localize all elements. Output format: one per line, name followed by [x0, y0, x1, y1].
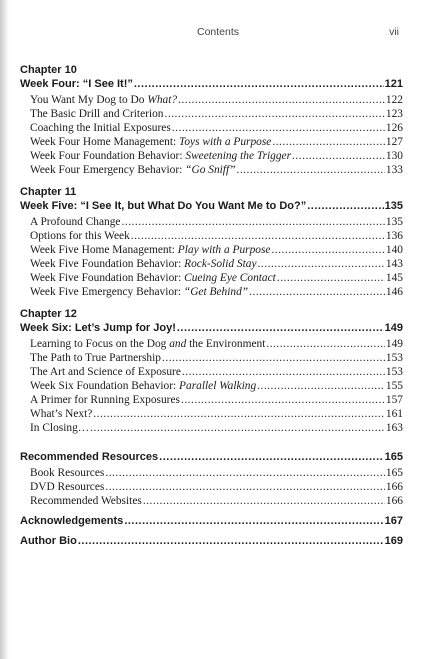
toc-entry-page: 153 [385, 366, 403, 378]
toc-entry-page: 127 [385, 136, 403, 148]
toc-entry-title: Learning to Focus on the Dog and the Environment [30, 338, 266, 350]
toc-entry-page: 153 [385, 352, 403, 364]
dot-leader [272, 135, 385, 149]
dot-leader [249, 285, 385, 299]
chapter-title-entry-page: 121 [384, 78, 403, 90]
dot-leader [93, 407, 385, 421]
toc-entry-page: 163 [385, 422, 403, 434]
toc-entry-page: 135 [385, 216, 403, 228]
toc-entry[interactable] [20, 121, 403, 135]
toc-entry-page: 161 [385, 408, 403, 420]
dot-leader [181, 393, 385, 407]
toc-entry-title: Options for this Week [30, 230, 130, 242]
dot-leader [257, 379, 385, 393]
toc-entry-page: 155 [385, 380, 403, 392]
toc-entry-title: What’s Next? [30, 408, 93, 420]
chapter-label: Chapter 10 [20, 64, 77, 76]
toc-entry-title: Recommended Websites [30, 495, 142, 507]
resources-entry-page: 165 [384, 451, 403, 463]
acknowledgements-entry[interactable] [20, 514, 403, 528]
toc-entry[interactable] [20, 163, 403, 177]
dot-leader [90, 421, 385, 435]
toc-entry-page: 136 [385, 230, 403, 242]
resources-entry[interactable] [20, 450, 403, 464]
toc-entry[interactable] [20, 229, 403, 243]
chapter-title-entry-page: 149 [384, 322, 403, 334]
toc-entry-title: Week Five Home Management: Play with a Purpose [30, 244, 271, 256]
dot-leader [271, 243, 384, 257]
toc-entry-title: Coaching the Initial Exposures [30, 122, 171, 134]
toc-entry-page: 133 [385, 164, 403, 176]
toc-entry-page: 149 [385, 338, 403, 350]
toc-entry-title: Week Four Foundation Behavior: Sweetening the Trigger [30, 150, 292, 162]
dot-leader [105, 480, 385, 494]
running-header [0, 26, 436, 42]
toc-entry[interactable] [20, 337, 403, 351]
spacer [20, 299, 403, 308]
chapter-label: Chapter 11 [20, 186, 77, 198]
dot-leader [165, 107, 385, 121]
toc-entry-title: The Basic Drill and Criterion [30, 108, 164, 120]
toc-entry-title: Week Six Foundation Behavior: Parallel Walking [30, 380, 257, 392]
toc-entry-title: Week Four Emergency Behavior: “Go Sniff” [30, 164, 236, 176]
spacer [20, 177, 403, 186]
spacer [20, 435, 403, 444]
dot-leader [236, 163, 384, 177]
toc-entry-title: The Path to True Partnership [30, 352, 161, 364]
chapter-title-entry-title: Week Five: “I See It, but What Do You Want Me to Do?” [20, 200, 307, 212]
toc-entry-page: 146 [385, 286, 403, 298]
dot-leader [124, 514, 383, 528]
dot-leader [177, 321, 384, 335]
chapter-label: Chapter 12 [20, 308, 77, 320]
chapter-title-entry[interactable] [20, 199, 403, 213]
toc-entry-page: 166 [385, 495, 403, 507]
toc-entry[interactable] [20, 257, 403, 271]
dot-leader [172, 121, 385, 135]
dot-leader [134, 77, 384, 91]
toc-entry-title: Week Four Home Management: Toys with a Purpose [30, 136, 272, 148]
toc-entry-page: 145 [385, 272, 403, 284]
toc-entry[interactable] [20, 379, 403, 393]
toc-entry-page: 166 [385, 481, 403, 493]
toc-entry-page: 157 [385, 394, 403, 406]
toc-entry-title: DVD Resources [30, 481, 105, 493]
chapter-title-entry-title: Week Six: Let’s Jump for Joy! [20, 322, 176, 334]
dot-leader [258, 257, 385, 271]
toc-entry[interactable] [20, 466, 403, 480]
dot-leader [78, 534, 384, 548]
author-bio-entry-page: 169 [384, 535, 403, 547]
chapter-title-entry[interactable] [20, 77, 403, 91]
toc-entry[interactable] [20, 421, 403, 435]
dot-leader [277, 271, 385, 285]
dot-leader [159, 450, 383, 464]
toc-entry-page: 165 [385, 467, 403, 479]
toc-entry[interactable] [20, 149, 403, 163]
toc-entry[interactable] [20, 407, 403, 421]
toc-entry[interactable] [20, 215, 403, 229]
toc-entry[interactable] [20, 93, 403, 107]
toc-entry[interactable] [20, 135, 403, 149]
dot-leader [307, 199, 383, 213]
toc-entry[interactable] [20, 271, 403, 285]
author-bio-entry-title: Author Bio [20, 535, 77, 547]
table-of-contents [20, 64, 403, 548]
chapter-title-entry-page: 135 [384, 200, 403, 212]
toc-entry-title: Week Five Emergency Behavior: “Get Behind” [30, 286, 249, 298]
author-bio-entry[interactable] [20, 534, 403, 548]
toc-entry-page: 140 [385, 244, 403, 256]
toc-entry-title: Week Five Foundation Behavior: Rock-Solid Stay [30, 258, 257, 270]
toc-entry-page: 143 [385, 258, 403, 270]
toc-entry-title: You Want My Dog to Do What? [30, 94, 178, 106]
toc-entry-page: 126 [385, 122, 403, 134]
acknowledgements-entry-title: Acknowledgements [20, 515, 124, 527]
toc-entry-page: 122 [385, 94, 403, 106]
toc-entry[interactable] [20, 243, 403, 257]
dot-leader [162, 351, 385, 365]
acknowledgements-entry-page: 167 [384, 515, 403, 527]
chapter-title-entry-title: Week Four: “I See It!” [20, 78, 133, 90]
toc-entry-title: A Profound Change [30, 216, 121, 228]
resources-entry-title: Recommended Resources [20, 451, 159, 463]
toc-entry[interactable] [20, 285, 403, 299]
toc-entry-page: 123 [385, 108, 403, 120]
chapter-title-entry[interactable] [20, 321, 403, 335]
toc-entry-title: A Primer for Running Exposures [30, 394, 180, 406]
dot-leader [182, 365, 385, 379]
toc-entry[interactable] [20, 107, 403, 121]
toc-entry[interactable] [20, 365, 403, 379]
dot-leader [131, 229, 385, 243]
dot-leader [292, 149, 385, 163]
toc-entry[interactable] [20, 393, 403, 407]
toc-entry[interactable] [20, 351, 403, 365]
dot-leader [122, 215, 385, 229]
dot-leader [143, 494, 385, 508]
dot-leader [178, 93, 385, 107]
toc-entry-title: Week Five Foundation Behavior: Cueing Eye Contact [30, 272, 276, 284]
toc-entry-page: 130 [385, 150, 403, 162]
running-header-title: Contents [196, 26, 240, 38]
dot-leader [266, 337, 385, 351]
toc-entry-title: Book Resources [30, 467, 105, 479]
toc-entry-title: In Closing… [30, 422, 90, 434]
toc-entry[interactable] [20, 480, 403, 494]
toc-entry[interactable] [20, 494, 403, 508]
toc-entry-title: The Art and Science of Exposure [30, 366, 181, 378]
page-number: vii [389, 26, 399, 38]
dot-leader [105, 466, 385, 480]
